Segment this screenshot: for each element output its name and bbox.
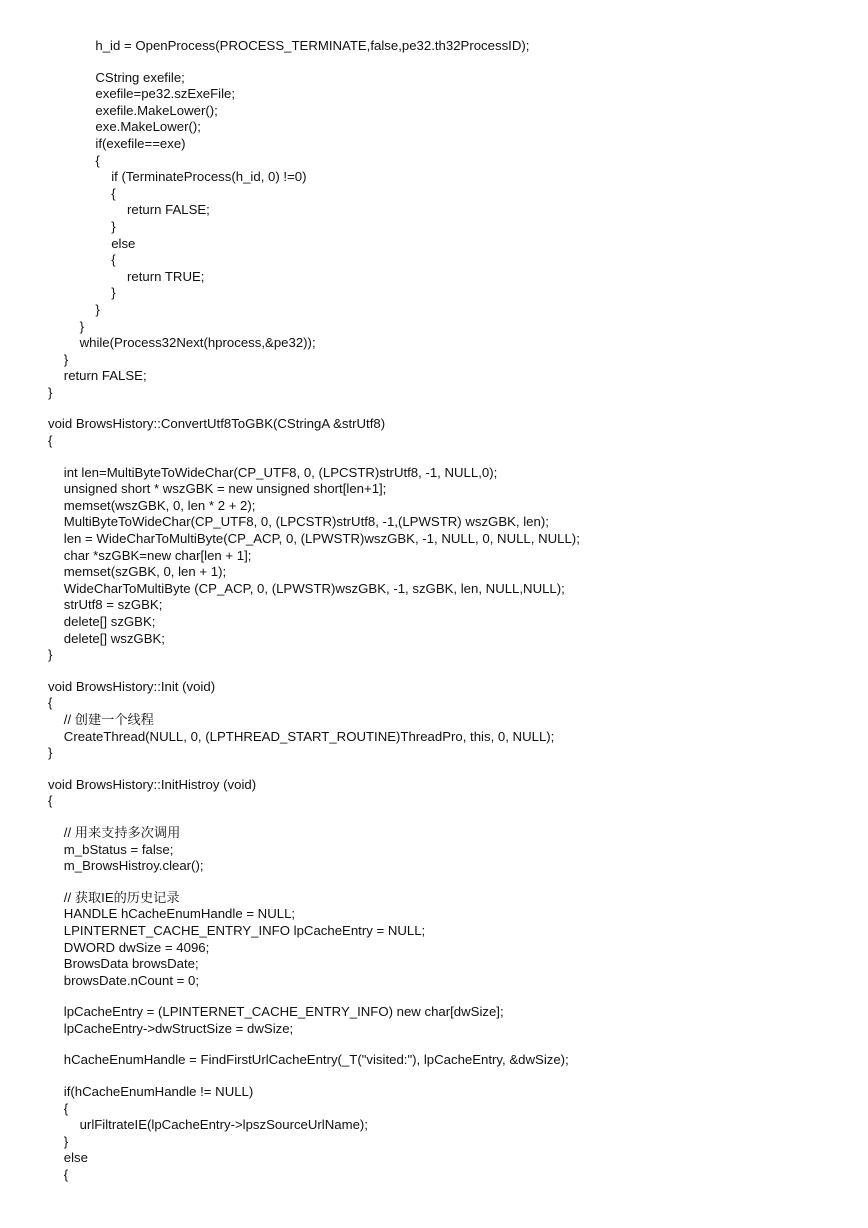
code-line: m_bStatus = false;: [63, 841, 174, 857]
code-line: {: [48, 433, 53, 449]
blank-line: [48, 1069, 848, 1084]
code-line: m_BrowsHistroy.clear();: [63, 858, 204, 874]
blank-line: [48, 810, 848, 825]
code-line: }: [79, 318, 84, 334]
code-line: if(exefile==exe): [95, 135, 186, 151]
code-line: {: [48, 793, 53, 809]
code-line: memset(wszGBK, 0, len * 2 + 2);: [63, 497, 256, 513]
code-line: {: [63, 1100, 69, 1116]
blank-line: [48, 450, 848, 465]
code-line: exefile.MakeLower();: [95, 102, 218, 118]
code-line: return FALSE;: [63, 368, 147, 384]
blank-line: [48, 1037, 848, 1052]
code-line: // 获取IE的历史记录: [63, 889, 180, 905]
blank-line: [48, 875, 848, 890]
code-line: void BrowsHistory::ConvertUtf8ToGBK(CStringA &strUtf8): [48, 416, 386, 432]
code-line: WideCharToMultiByte (CP_ACP, 0, (LPWSTR)wszGBK, -1, szGBK, len, NULL,NULL);: [63, 580, 565, 596]
code-line: }: [63, 351, 69, 367]
blank-line: [48, 664, 848, 679]
code-line: }: [48, 745, 53, 761]
code-line: while(Process32Next(hprocess,&pe32));: [79, 335, 316, 351]
code-line: CreateThread(NULL, 0, (LPTHREAD_START_ROUTINE)ThreadPro, this, 0, NULL);: [63, 728, 555, 744]
blank-line: [48, 401, 848, 416]
code-line: void BrowsHistory::InitHistroy (void): [48, 776, 257, 792]
code-line: }: [63, 1133, 69, 1149]
code-line: len = WideCharToMultiByte(CP_ACP, 0, (LPWSTR)wszGBK, -1, NULL, 0, NULL, NULL);: [63, 531, 580, 547]
code-line: lpCacheEntry->dwStructSize = dwSize;: [63, 1020, 294, 1036]
code-line: memset(szGBK, 0, len + 1);: [63, 564, 227, 580]
code-line: browsDate.nCount = 0;: [63, 972, 200, 988]
code-line: DWORD dwSize = 4096;: [63, 939, 210, 955]
code-line: int len=MultiByteToWideChar(CP_UTF8, 0, (LPCSTR)strUtf8, -1, NULL,0);: [63, 464, 498, 480]
code-line: else: [111, 235, 136, 251]
code-line: delete[] wszGBK;: [63, 630, 165, 646]
code-line: {: [48, 695, 53, 711]
code-line: }: [95, 301, 100, 317]
code-line: // 创建一个线程: [63, 711, 154, 727]
code-line: {: [63, 1167, 69, 1183]
code-line: {: [111, 252, 116, 268]
code-line: exe.MakeLower();: [95, 119, 201, 135]
code-line: delete[] szGBK;: [63, 614, 156, 629]
code-line: void BrowsHistory::Init (void): [48, 678, 216, 694]
code-line: lpCacheEntry = (LPINTERNET_CACHE_ENTRY_INFO) new char[dwSize];: [63, 1004, 504, 1020]
code-line: // 用来支持多次调用: [63, 824, 181, 840]
code-line: exefile=pe32.szExeFile;: [95, 86, 236, 102]
code-line: MultiByteToWideChar(CP_UTF8, 0, (LPCSTR)strUtf8, -1,(LPWSTR) wszGBK, len);: [63, 514, 549, 530]
code-line: unsigned short * wszGBK = new unsigned short[len+1];: [63, 481, 387, 497]
code-line: {: [95, 152, 100, 168]
code-line: CString exefile;: [95, 69, 185, 85]
code-line: LPINTERNET_CACHE_ENTRY_INFO lpCacheEntry = NULL;: [63, 922, 426, 938]
code-line: {: [111, 185, 116, 201]
code-line: urlFiltrateIE(lpCacheEntry->lpszSourceUrlName);: [79, 1117, 368, 1133]
code-line: BrowsData browsDate;: [63, 956, 199, 972]
code-page: [48, 38, 848, 1184]
blank-line: [48, 762, 848, 777]
code-line: else: [63, 1150, 88, 1166]
code-line: }: [111, 285, 116, 301]
blank-line: [48, 55, 848, 70]
code-line: return FALSE;: [127, 202, 210, 218]
code-line: HANDLE hCacheEnumHandle = NULL;: [63, 906, 296, 922]
code-line: hCacheEnumHandle = FindFirstUrlCacheEntry(_T("visited:"), lpCacheEntry, &dwSize);: [63, 1052, 569, 1068]
code-line: }: [48, 384, 53, 400]
code-line: strUtf8 = szGBK;: [63, 597, 163, 613]
code-line: }: [48, 647, 53, 663]
blank-line: [48, 989, 848, 1004]
code-line: return TRUE;: [127, 268, 205, 284]
code-line: char *szGBK=new char[len + 1];: [63, 547, 252, 563]
code-line: if(hCacheEnumHandle != NULL): [63, 1084, 254, 1100]
code-line: h_id = OpenProcess(PROCESS_TERMINATE,false,pe32.th32ProcessID);: [95, 38, 530, 53]
code-line: if (TerminateProcess(h_id, 0) !=0): [111, 169, 307, 185]
code-line: }: [111, 218, 116, 234]
